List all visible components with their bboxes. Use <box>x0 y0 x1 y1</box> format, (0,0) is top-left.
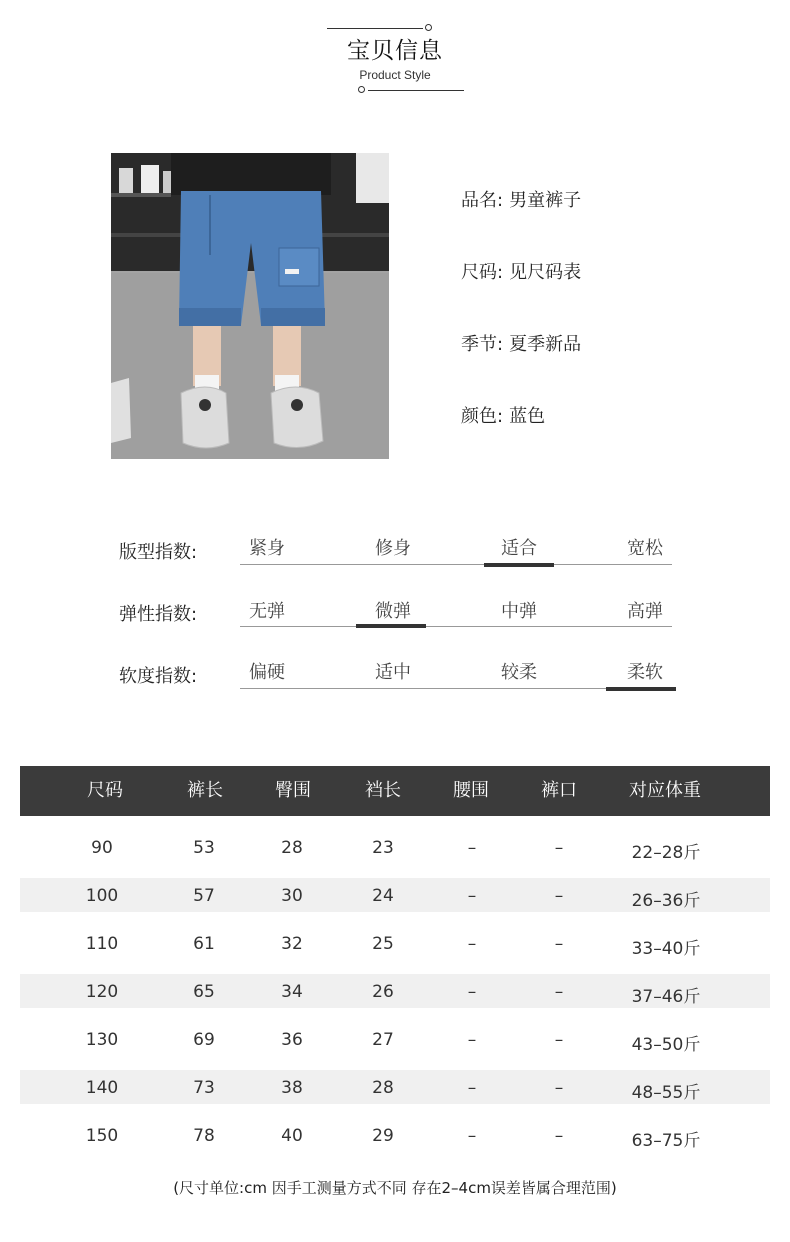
cell-weight: 22–28斤 <box>631 843 701 863</box>
cell-hem: – <box>554 1078 564 1098</box>
cell-weight: 48–55斤 <box>631 1083 701 1103</box>
cell-weight: 43–50斤 <box>631 1035 701 1055</box>
info-label: 颜色: <box>461 406 504 427</box>
cell-hip: 36 <box>281 1030 303 1050</box>
cell-size: 90 <box>91 838 113 858</box>
fit-index-label: 版型指数: <box>119 542 198 563</box>
cell-hem: – <box>554 886 564 906</box>
cell-size: 100 <box>85 886 119 906</box>
info-size <box>461 258 581 284</box>
softness-option-selected: 柔软 <box>627 662 663 683</box>
cell-waist: – <box>467 1030 477 1050</box>
cell-size: 140 <box>85 1078 119 1098</box>
cell-weight: 63–75斤 <box>631 1131 701 1151</box>
cell-hem: – <box>554 1126 564 1146</box>
measurement-note: (尺寸单位:cm 因手工测量方式不同 存在2–4cm误差皆属合理范围) <box>173 1179 617 1197</box>
header-bottom-rule <box>368 90 464 91</box>
softness-index-label: 软度指数: <box>119 666 198 687</box>
elasticity-option: 高弹 <box>627 601 663 622</box>
cell-waist: – <box>467 1078 477 1098</box>
elasticity-option: 中弹 <box>501 601 537 622</box>
cell-hip: 40 <box>281 1126 303 1146</box>
header-cell-rise: 裆长 <box>365 780 401 801</box>
section-subtitle: Product Style <box>359 68 431 82</box>
size-table-header <box>20 766 770 816</box>
header-cell-hip: 臀围 <box>275 780 311 801</box>
header-bottom-dot-icon <box>358 86 365 93</box>
cell-hip: 28 <box>281 838 303 858</box>
cell-hem: – <box>554 1030 564 1050</box>
elasticity-index-rule <box>240 626 672 627</box>
fit-option-selected: 适合 <box>501 538 537 559</box>
fit-index-marker <box>484 563 554 567</box>
softness-option: 适中 <box>375 662 411 683</box>
header-cell-hem: 裤口 <box>541 780 577 801</box>
cell-rise: 26 <box>372 982 394 1002</box>
info-color <box>461 402 545 428</box>
cell-hip: 30 <box>281 886 303 906</box>
cell-hip: 34 <box>281 982 303 1002</box>
header-cell-length: 裤长 <box>187 780 223 801</box>
cell-length: 73 <box>193 1078 215 1098</box>
header-cell-size: 尺码 <box>87 780 123 801</box>
cell-hem: – <box>554 934 564 954</box>
info-label: 季节: <box>461 334 504 355</box>
cell-length: 53 <box>193 838 215 858</box>
cell-rise: 29 <box>372 1126 394 1146</box>
info-value: 蓝色 <box>509 406 546 427</box>
cell-waist: – <box>467 934 477 954</box>
cell-weight: 33–40斤 <box>631 939 701 959</box>
info-value: 男童裤子 <box>509 190 582 211</box>
cell-length: 61 <box>193 934 215 954</box>
softness-option: 偏硬 <box>249 662 285 683</box>
cell-length: 69 <box>193 1030 215 1050</box>
cell-rise: 27 <box>372 1030 394 1050</box>
cell-size: 150 <box>85 1126 119 1146</box>
cell-waist: – <box>467 1126 477 1146</box>
cell-waist: – <box>467 982 477 1002</box>
fit-index-rule <box>240 564 672 565</box>
info-label: 尺码: <box>461 262 504 283</box>
cell-size: 130 <box>85 1030 119 1050</box>
elasticity-option-selected: 微弹 <box>375 601 411 622</box>
fit-option: 宽松 <box>627 538 663 559</box>
product-photo <box>111 153 389 459</box>
header-top-dot-icon <box>425 24 432 31</box>
info-season <box>461 330 581 356</box>
elasticity-index-label: 弹性指数: <box>119 604 198 625</box>
softness-index-marker <box>606 687 676 691</box>
header-cell-waist: 腰围 <box>453 780 489 801</box>
cell-length: 57 <box>193 886 215 906</box>
cell-waist: – <box>467 886 477 906</box>
cell-hem: – <box>554 982 564 1002</box>
header-top-rule <box>327 28 423 29</box>
cell-rise: 28 <box>372 1078 394 1098</box>
cell-hip: 38 <box>281 1078 303 1098</box>
elasticity-option: 无弹 <box>249 601 285 622</box>
cell-hip: 32 <box>281 934 303 954</box>
cell-weight: 37–46斤 <box>631 987 701 1007</box>
cell-rise: 25 <box>372 934 394 954</box>
cell-rise: 24 <box>372 886 394 906</box>
info-label: 品名: <box>461 190 504 211</box>
info-name <box>461 186 581 212</box>
cell-length: 65 <box>193 982 215 1002</box>
cell-rise: 23 <box>372 838 394 858</box>
section-title: 宝贝信息 <box>347 38 443 64</box>
fit-option: 修身 <box>375 538 411 559</box>
cell-size: 110 <box>85 934 119 954</box>
header-cell-weight: 对应体重 <box>629 780 701 801</box>
cell-weight: 26–36斤 <box>631 891 701 911</box>
cell-length: 78 <box>193 1126 215 1146</box>
cell-size: 120 <box>85 982 119 1002</box>
fit-option: 紧身 <box>249 538 285 559</box>
softness-option: 较柔 <box>501 662 537 683</box>
info-value: 见尺码表 <box>509 262 582 283</box>
info-value: 夏季新品 <box>509 334 582 355</box>
cell-hem: – <box>554 838 564 858</box>
elasticity-index-marker <box>356 624 426 628</box>
cell-waist: – <box>467 838 477 858</box>
